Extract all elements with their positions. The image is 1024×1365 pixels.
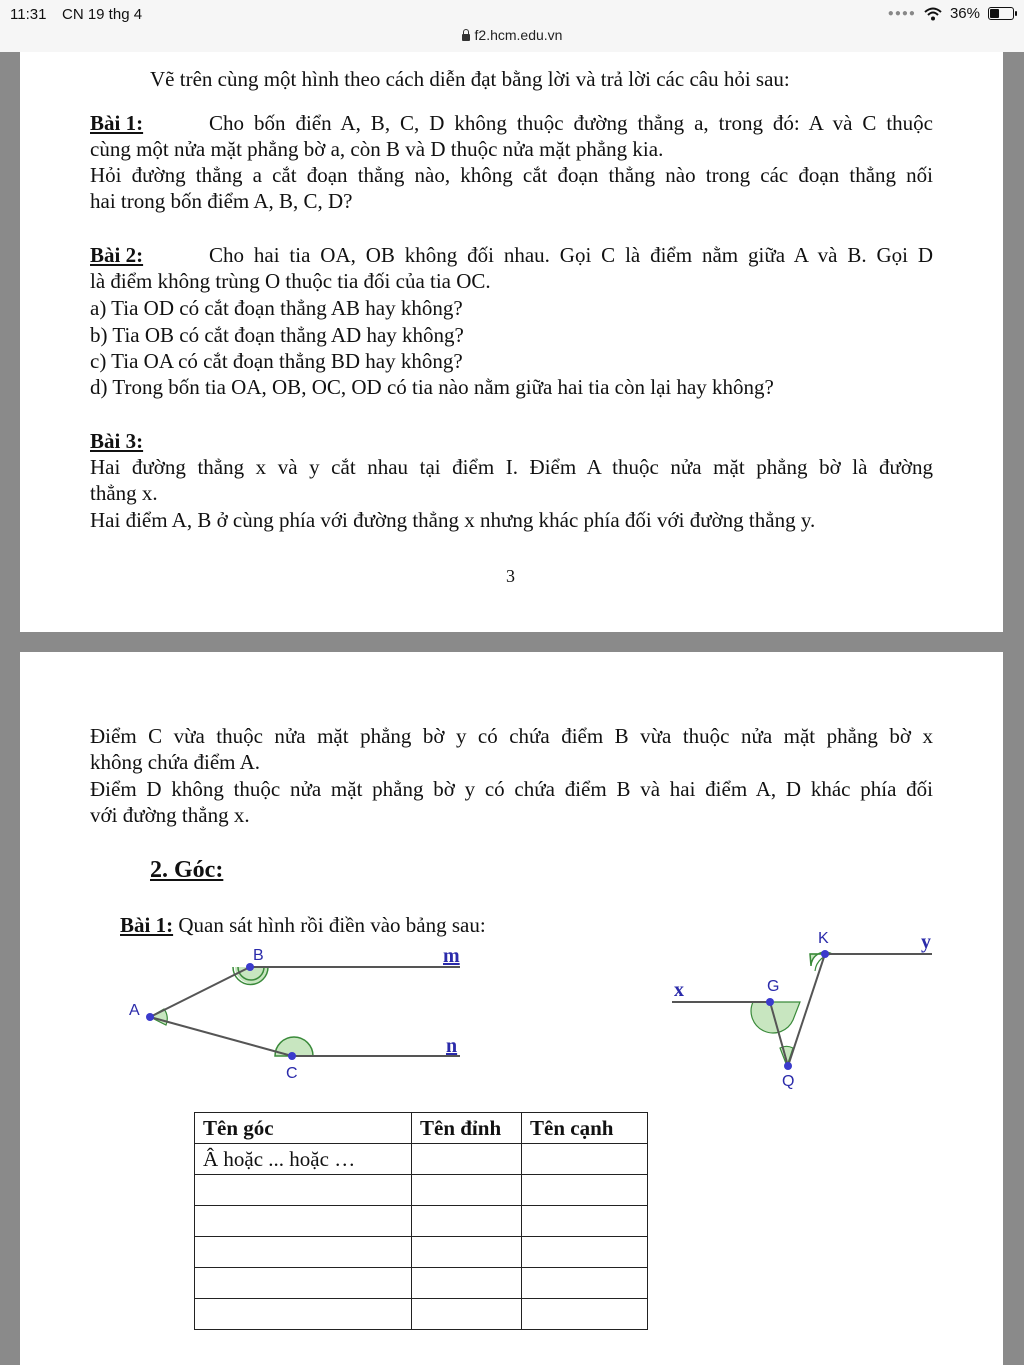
table-cell [522, 1237, 648, 1268]
status-date: CN 19 thg 4 [62, 6, 143, 23]
header-ten-goc: Tên góc [195, 1113, 412, 1144]
table-row [195, 1299, 648, 1330]
wifi-icon [924, 7, 942, 21]
bai2-question-d: d) Trong bốn tia OA, OB, OC, OD có tia nào nằm giữa hai tia còn lại hay không? [90, 375, 774, 399]
angle-figure-abc [120, 942, 480, 1082]
label-c: C [286, 1065, 298, 1082]
bai1-line1: Cho bốn điển A, B, C, D không thuộc đường thẳng a, trong đó: A và C thuộc [209, 111, 933, 135]
table-cell [522, 1144, 648, 1175]
url-bar[interactable] [0, 27, 1024, 43]
label-b: B [253, 947, 264, 964]
page-number: 3 [506, 566, 515, 586]
url-text: f2.hcm.edu.vn [474, 27, 563, 43]
table-cell [412, 1206, 522, 1237]
bai1-instruction: Bài 1: Quan sát hình rồi điền vào bảng sau: [120, 913, 486, 937]
battery-icon [988, 7, 1014, 20]
label-k: K [818, 930, 829, 947]
table-cell [195, 1299, 412, 1330]
bai3-line1: Hai đường thẳng x và y cắt nhau tại điểm I. Điểm A thuộc nửa mặt phẳng bờ là đường [90, 455, 933, 479]
bai2-question-a: a) Tia OD có cắt đoạn thẳng AB hay không? [90, 296, 463, 320]
table-cell [195, 1206, 412, 1237]
table-row [195, 1237, 648, 1268]
table-cell [412, 1237, 522, 1268]
bai3-label: Bài 3: [90, 429, 144, 453]
header-ten-dinh: Tên đỉnh [412, 1113, 522, 1144]
table-row [195, 1175, 648, 1206]
p2-line1: Điểm D không thuộc nửa mặt phẳng bờ y có chứa điểm B và hai điểm A, D khác phía đối [90, 777, 933, 801]
bai1-line2: cùng một nửa mặt phẳng bờ a, còn B và D thuộc nửa mặt phẳng kia. [90, 137, 664, 161]
bai2-label: Bài 2: [90, 243, 144, 267]
bai2-line1: Cho hai tia OA, OB không đối nhau. Gọi C là điểm nằm giữa A và B. Gọi D [209, 243, 933, 267]
table-cell [522, 1299, 648, 1330]
table-cell: Â hoặc ... hoặc … [195, 1144, 412, 1175]
lock-icon [462, 34, 470, 41]
label-q: Q [782, 1073, 795, 1090]
label-m: m [443, 945, 460, 967]
bai1-line4: hai trong bốn điểm A, B, C, D? [90, 189, 353, 213]
table-cell [412, 1144, 522, 1175]
p1-line2: không chứa điểm A. [90, 750, 261, 774]
intro-text: Vẽ trên cùng một hình theo cách diễn đạt bằng lời và trả lời các câu hỏi sau: [150, 67, 790, 91]
table-cell [195, 1237, 412, 1268]
status-right [888, 5, 1014, 22]
status-bar [0, 0, 1024, 52]
table-cell [412, 1268, 522, 1299]
table-cell [195, 1268, 412, 1299]
document-page-4 [20, 652, 1003, 1365]
table-cell [522, 1175, 648, 1206]
signal-dots-icon: ●●●● [887, 8, 916, 19]
p1-line1: Điểm C vừa thuộc nửa mặt phẳng bờ y có chứa điểm B vừa thuộc nửa mặt phẳng bờ x [90, 724, 933, 748]
document-page-3 [20, 52, 1003, 632]
angle-table [194, 1112, 648, 1330]
status-time: 11:31 [10, 6, 47, 23]
table-cell [522, 1268, 648, 1299]
bai1-label: Bài 1: [90, 111, 144, 135]
bai2-line2: là điểm không trùng O thuộc tia đối của tia OC. [90, 269, 491, 293]
table-row [195, 1206, 648, 1237]
bai3-line2: thẳng x. [90, 481, 158, 505]
label-a: A [129, 1002, 140, 1019]
p2-line2: với đường thẳng x. [90, 803, 250, 827]
table-row [195, 1144, 648, 1175]
bai2-question-c: c) Tia OA có cắt đoạn thẳng BD hay không? [90, 349, 463, 373]
battery-fill [990, 9, 999, 18]
angle-figure-gkq [670, 924, 940, 1094]
table-cell [412, 1175, 522, 1206]
table-cell [195, 1175, 412, 1206]
section-title: 2. Góc: [150, 857, 224, 883]
table-cell [522, 1206, 648, 1237]
bai1-line3: Hỏi đường thẳng a cắt đoạn thẳng nào, không cắt đoạn thẳng nào trong các đoạn thẳng nối [90, 163, 933, 187]
label-x: x [674, 979, 684, 1001]
header-ten-canh: Tên cạnh [522, 1113, 648, 1144]
bai2-question-b: b) Tia OB có cắt đoạn thẳng AD hay không? [90, 323, 464, 347]
table-header-row [195, 1113, 648, 1144]
table-cell [412, 1299, 522, 1330]
table-row [195, 1268, 648, 1299]
bai3-line3: Hai điểm A, B ở cùng phía với đường thẳng x nhưng khác phía đối với đường thẳng y. [90, 508, 816, 532]
battery-percent: 36% [949, 5, 980, 22]
label-y: y [921, 931, 931, 953]
label-n: n [446, 1035, 458, 1057]
label-g: G [767, 978, 780, 995]
